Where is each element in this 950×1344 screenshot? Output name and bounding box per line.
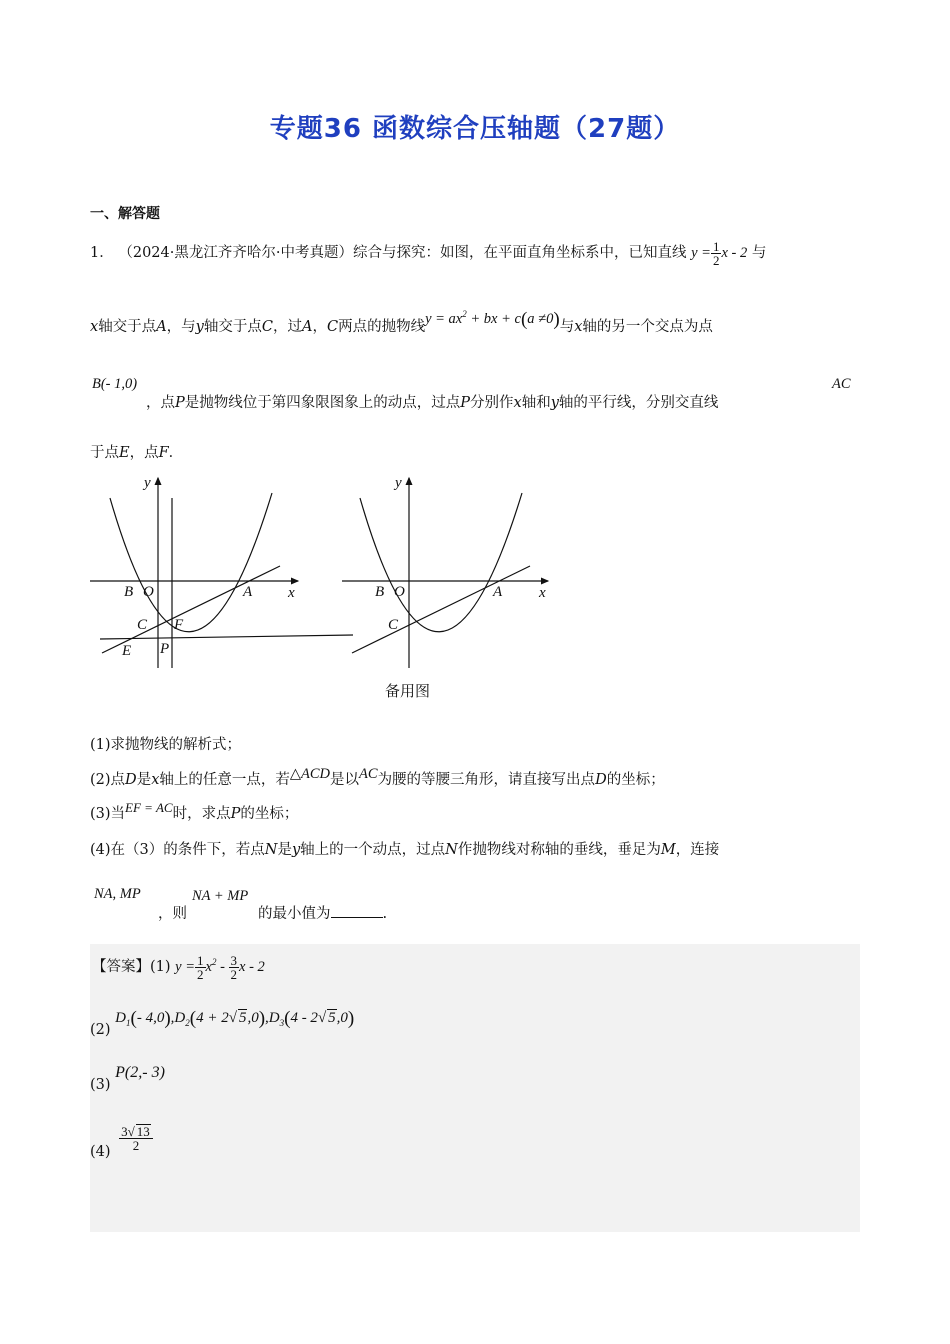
answer-3-expr: P(2,- 3) bbox=[115, 1064, 165, 1081]
question-1: (1)求抛物线的解析式； bbox=[90, 737, 242, 753]
problem-line-3b: ，点P是抛物线位于第四象限图象上的动点，过点P分别作x轴和y轴的平行线，分别交直线 bbox=[146, 395, 719, 411]
point-b: B(- 1,0) bbox=[92, 376, 138, 392]
parabola-equation: $y = ax^2$ + bx + c(a ≠0) bbox=[425, 309, 560, 330]
problem-line-2: x轴交于点A，与y轴交于点C，过A，C两点的抛物线$y = ax^2$ + bx + c(a ≠0)与x轴的另一个交点为点 bbox=[90, 309, 713, 335]
answer-4-expr: $\frac{3√ 13}{2}$ bbox=[119, 1124, 153, 1152]
label-f-1: F bbox=[174, 617, 184, 633]
problem-line-3 bbox=[92, 376, 137, 393]
question-4-sum: NA + MP bbox=[192, 888, 249, 904]
page-title: 专题36 函数综合压轴题（27题） bbox=[269, 114, 681, 144]
label-b-1: B bbox=[124, 584, 134, 600]
answer-label: 【答案】 bbox=[92, 958, 150, 975]
problem-line-4: 于点E，点F． bbox=[90, 445, 184, 461]
label-x-1: x bbox=[288, 585, 295, 601]
label-y-2: y bbox=[395, 475, 402, 491]
section-heading: 一、解答题 bbox=[90, 206, 160, 222]
answer-2-expr: $D_1(-$ $4,0),D_2(4 + 2√$ $5,0),D_3(4 - 2√$ 5,0) bbox=[115, 1008, 355, 1029]
answer-1-expr: y = $\frac{1}{2}$ $x^2$ - $\frac{3}{2}$ x - 2 bbox=[175, 953, 265, 982]
label-c-1: C bbox=[137, 617, 148, 633]
answer-2: (2) $D_1(-$ $4,0),D_2(4 + 2√$ $5,0),D_3(4 - 2√$ 5,0) bbox=[90, 1008, 355, 1038]
label-e-1: E bbox=[122, 643, 132, 659]
label-a-2: A bbox=[493, 584, 503, 600]
problem-number: 1． bbox=[90, 244, 114, 261]
problem-source: （2024·黑龙江齐齐哈尔·中考真题）综合与探究：如图，在平面直角坐标系中，已知直线 bbox=[118, 244, 687, 261]
answer-box bbox=[90, 944, 860, 1232]
label-y-1: y bbox=[144, 475, 151, 491]
problem-figure bbox=[88, 468, 568, 708]
question-4-end: 的最小值为 . bbox=[258, 906, 388, 922]
answer-blank bbox=[331, 905, 383, 918]
line-equation: y = $\frac{1}{2}$ x - 2 bbox=[691, 239, 748, 268]
label-p-1: P bbox=[160, 641, 170, 657]
label-x-2: x bbox=[539, 585, 546, 601]
problem-line-1: 1． （2024·黑龙江齐齐哈尔·中考真题）综合与探究：如图，在平面直角坐标系中，已知直线 y = $\frac{1}{2}$ x - 2 与 bbox=[90, 239, 767, 268]
label-a-1: A bbox=[243, 584, 253, 600]
answer-1: 【答案】(1) y = $\frac{1}{2}$ $x^2$ - $\frac{3}{2}$ x - 2 bbox=[92, 953, 265, 982]
graph-backup bbox=[342, 478, 548, 668]
question-3: (3)当EF = AC时，求点P的坐标； bbox=[90, 800, 299, 822]
label-o-2: O bbox=[394, 584, 405, 600]
figure-caption: 备用图 bbox=[385, 682, 431, 700]
label-o-1: O bbox=[143, 584, 154, 600]
label-c-2: C bbox=[388, 617, 399, 633]
question-4-tail: ，则 bbox=[158, 906, 187, 922]
answer-4: (4) $\frac{3√ 13}{2}$ bbox=[90, 1124, 153, 1152]
question-4-na-mp: NA, MP bbox=[94, 886, 141, 902]
label-b-2: B bbox=[375, 584, 385, 600]
answer-3: (3) P(2,- 3) bbox=[90, 1064, 165, 1093]
question-4: (4)在（3）的条件下，若点N是y轴上的一个动点，过点N作抛物线对称轴的垂线，垂足为M，连接 bbox=[90, 842, 720, 858]
question-2: (2)点D是x轴上的任意一点，若△ACD是以AC为腰的等腰三角形，请直接写出点D的坐标； bbox=[90, 766, 665, 788]
graph-main bbox=[90, 478, 353, 668]
line-ac: AC bbox=[832, 376, 851, 392]
